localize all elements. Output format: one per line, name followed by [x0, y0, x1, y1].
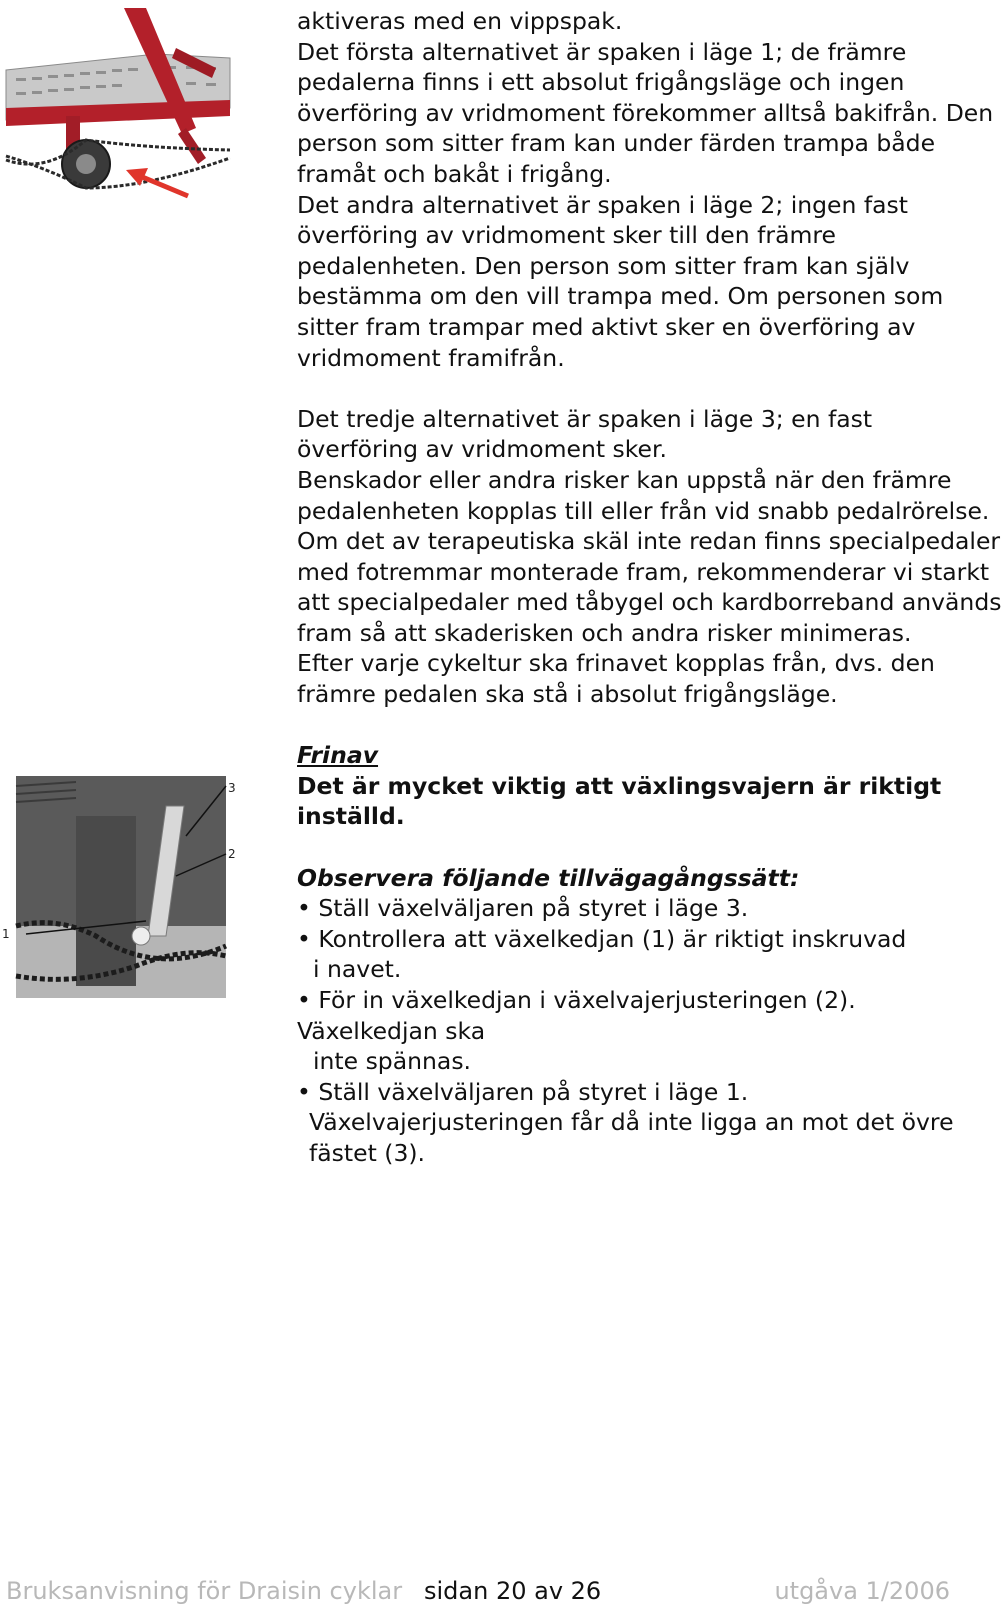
step-line: inte spännas.	[313, 1047, 472, 1076]
text-line: sitter fram trampar med aktivt sker en överföring av	[297, 312, 916, 341]
step-line: • Ställ växelväljaren på styret i läge 3.	[297, 894, 749, 923]
step-line: i navet.	[313, 955, 402, 984]
text-line: Om det av terapeutiska skäl inte redan finns specialpedaler	[297, 527, 1001, 556]
footer-page-number: sidan 20 av 26	[424, 1577, 602, 1605]
text-line: framåt och bakåt i frigång.	[297, 159, 612, 188]
paragraph-gap	[297, 710, 957, 741]
paragraph-gap	[297, 832, 957, 863]
shift-chain-illustration	[2, 776, 242, 1008]
step-line: • Ställ växelväljaren på styret i läge 1.	[297, 1077, 749, 1106]
step-line: Växelkedjan ska	[297, 1016, 486, 1045]
footer-document-title: Bruksanvisning för Draisin cyklar	[6, 1577, 403, 1605]
shift-chain-photo	[2, 776, 242, 1008]
text-line: Det tredje alternativet är spaken i läge 3; en fast	[297, 404, 873, 433]
text-line: främre pedalen ska stå i absolut frigångsläge.	[297, 680, 838, 709]
paragraph-gap	[297, 373, 957, 404]
text-line: person som sitter fram kan under färden trampa både	[297, 129, 936, 158]
text-line: pedalenheten kopplas till eller från vid snabb pedalrörelse.	[297, 496, 990, 525]
text-line: pedalerna finns i ett absolut frigångsläge och ingen	[297, 68, 905, 97]
text-line: Efter varje cykeltur ska frinavet kopplas från, dvs. den	[297, 649, 935, 678]
text-line: överföring av vridmoment sker.	[297, 435, 667, 464]
text-line: med fotremmar monterade fram, rekommenderar vi starkt	[297, 557, 990, 586]
frinav-warning-line: Det är mycket viktig att växlingsvajern är riktigt	[297, 771, 942, 800]
text-line: pedalenheten. Den person som sitter fram kan själv	[297, 251, 910, 280]
footer-edition: utgåva 1/2006	[774, 1577, 950, 1605]
main-text-column	[297, 6, 1001, 1169]
text-line: fram så att skaderisken och andra risker minimeras.	[297, 618, 912, 647]
step-line: • Kontrollera att växelkedjan (1) är riktigt inskruvad	[297, 924, 907, 953]
bicycle-frame-photo	[6, 8, 230, 204]
text-line: överföring av vridmoment förekommer alltså bakifrån. Den	[297, 98, 994, 127]
text-line: överföring av vridmoment sker till den främre	[297, 221, 836, 250]
text-line: att specialpedaler med tåbygel och kardborreband används	[297, 588, 1001, 617]
text-line: aktiveras med en vippspak.	[297, 7, 623, 35]
callout-label-3: 3	[228, 781, 236, 795]
callout-label-2: 2	[228, 847, 236, 861]
step-line: Växelvajerjusteringen får då inte ligga an mot det övre	[309, 1108, 954, 1137]
text-line: Benskador eller andra risker kan uppstå när den främre	[297, 465, 952, 494]
text-line: Det andra alternativet är spaken i läge 2; ingen fast	[297, 190, 909, 219]
bicycle-frame-illustration	[6, 8, 230, 204]
frinav-warning-line: inställd.	[297, 802, 405, 831]
text-line: bestämma om den vill trampa med. Om personen som	[297, 282, 944, 311]
text-line: Det första alternativet är spaken i läge 1; de främre	[297, 37, 907, 66]
step-line: • För in växelkedjan i växelvajerjusteringen (2).	[297, 986, 856, 1014]
observe-heading: Observera följande tillvägagångssätt:	[297, 863, 800, 892]
callout-label-1: 1	[2, 927, 10, 941]
frinav-heading: Frinav	[297, 741, 379, 770]
text-line: vridmoment framifrån.	[297, 343, 565, 372]
step-line: fästet (3).	[309, 1138, 426, 1167]
